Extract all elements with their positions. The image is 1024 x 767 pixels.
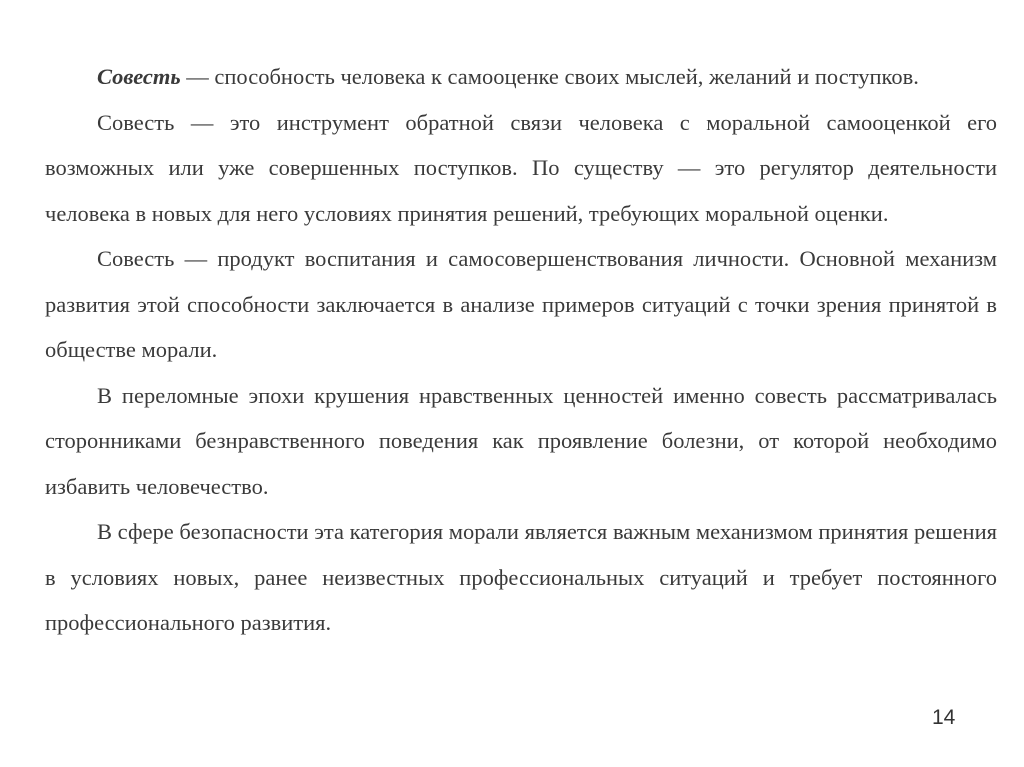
page-number: 14	[932, 706, 956, 729]
slide-body-text	[45, 54, 997, 646]
term-conscience: Совесть	[97, 64, 181, 89]
paragraph-turning-points: В переломные эпохи крушения нравственных ценностей именно совесть рассматривалась сторонниками безнравственного поведения как проявление болезни, от которой необходимо избавить человечество.	[45, 382, 997, 499]
paragraph-upbringing: Совесть — продукт воспитания и самосовершенствования личности. Основной механизм развития этой способности заключается в анализе примеров ситуаций с точки зрения принятой в обществе морали.	[45, 246, 997, 362]
paragraph-definition	[45, 54, 997, 100]
definition-text: — способность человека к самооценке своих мыслей, желаний и поступков.	[180, 64, 919, 89]
paragraph-feedback: Совесть — это инструмент обратной связи человека с моральной самооценкой его возможных или уже совершенных поступков. По существу — это регулятор деятельности человека в новых для него условиях принятия решений, требующих моральной оценки.	[45, 109, 997, 226]
paragraph-security: В сфере безопасности эта категория морали является важным механизмом принятия решения в условиях новых, ранее неизвестных профессиональных ситуаций и требует постоянного профессионального развития.	[45, 519, 997, 635]
